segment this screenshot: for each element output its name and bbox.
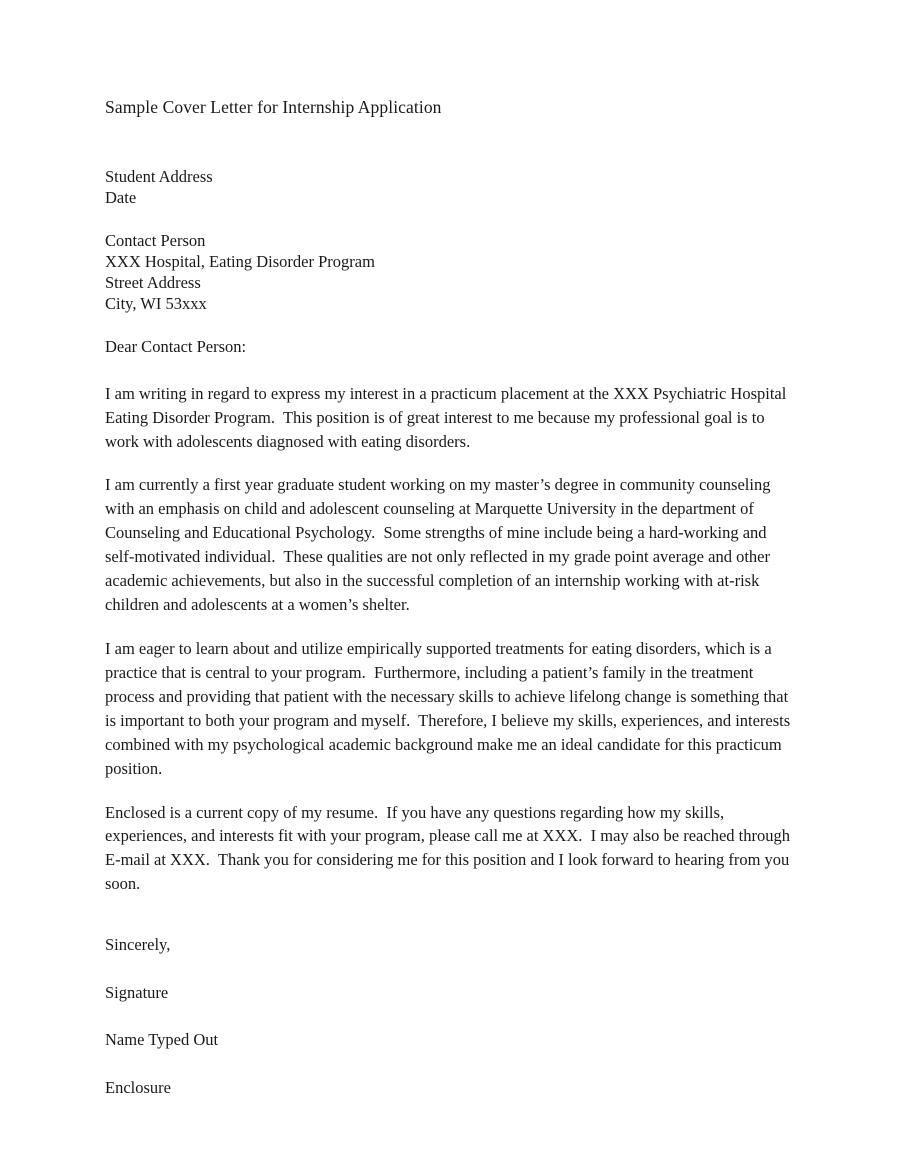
- recipient-organization-line: XXX Hospital, Eating Disorder Program: [105, 251, 375, 271]
- sender-date-line: Date: [105, 187, 137, 207]
- closing-block: [105, 934, 795, 1098]
- enclosure-line: Enclosure: [105, 1077, 171, 1097]
- body-paragraph-1: I am writing in regard to express my interest in a practicum placement at the XXX Psychiatric Hospital Eating Disorder Program. This position is of great interest to me because my professional goal is to work with adolescents diagnosed with eating disorders.: [105, 383, 791, 451]
- body-paragraph-4: Enclosed is a current copy of my resume. If you have any questions regarding how my skills, experiences, and interests fit with your program, please call me at XXX. I may also be reached through E-mail at XXX. Thank you for considering me for this position and I look forward to hearing from you soon.: [105, 802, 795, 894]
- sender-address-block: [105, 166, 795, 208]
- recipient-contact-line: Contact Person: [105, 230, 206, 250]
- recipient-address-block: [105, 230, 795, 314]
- sender-address-line: Student Address: [105, 166, 213, 186]
- closing-salutation: Sincerely,: [105, 935, 171, 955]
- recipient-street-line: Street Address: [105, 273, 201, 293]
- body-paragraph-3: I am eager to learn about and utilize empirically supported treatments for eating disorders, which is a practice that is central to your program. Furthermore, including a patient’s family in the treatment process and providing that patient with the necessary skills to achieve lifelong change is something that is important to both your program and myself. Therefore, I believe my skills, experiences, and interests combined with my psychological academic background make me an ideal candidate for this practicum position.: [105, 639, 795, 778]
- body-paragraph-2: I am currently a first year graduate student working on my master’s degree in community counseling with an emphasis on child and adolescent counseling at Marquette University in the department of Counseling and Educational Psychology. Some strengths of mine include being a hard-working and self-motivated individual. These qualities are not only reflected in my grade point average and other academic achievements, but also in the successful completion of an internship working with at-risk children and adolescents at a women’s shelter.: [105, 475, 775, 615]
- salutation: Dear Contact Person:: [105, 337, 247, 357]
- typed-name-line: Name Typed Out: [105, 1030, 219, 1050]
- recipient-city-line: City, WI 53xxx: [105, 294, 207, 314]
- page-title: Sample Cover Letter for Internship Application: [105, 97, 442, 117]
- signature-line: Signature: [105, 982, 169, 1002]
